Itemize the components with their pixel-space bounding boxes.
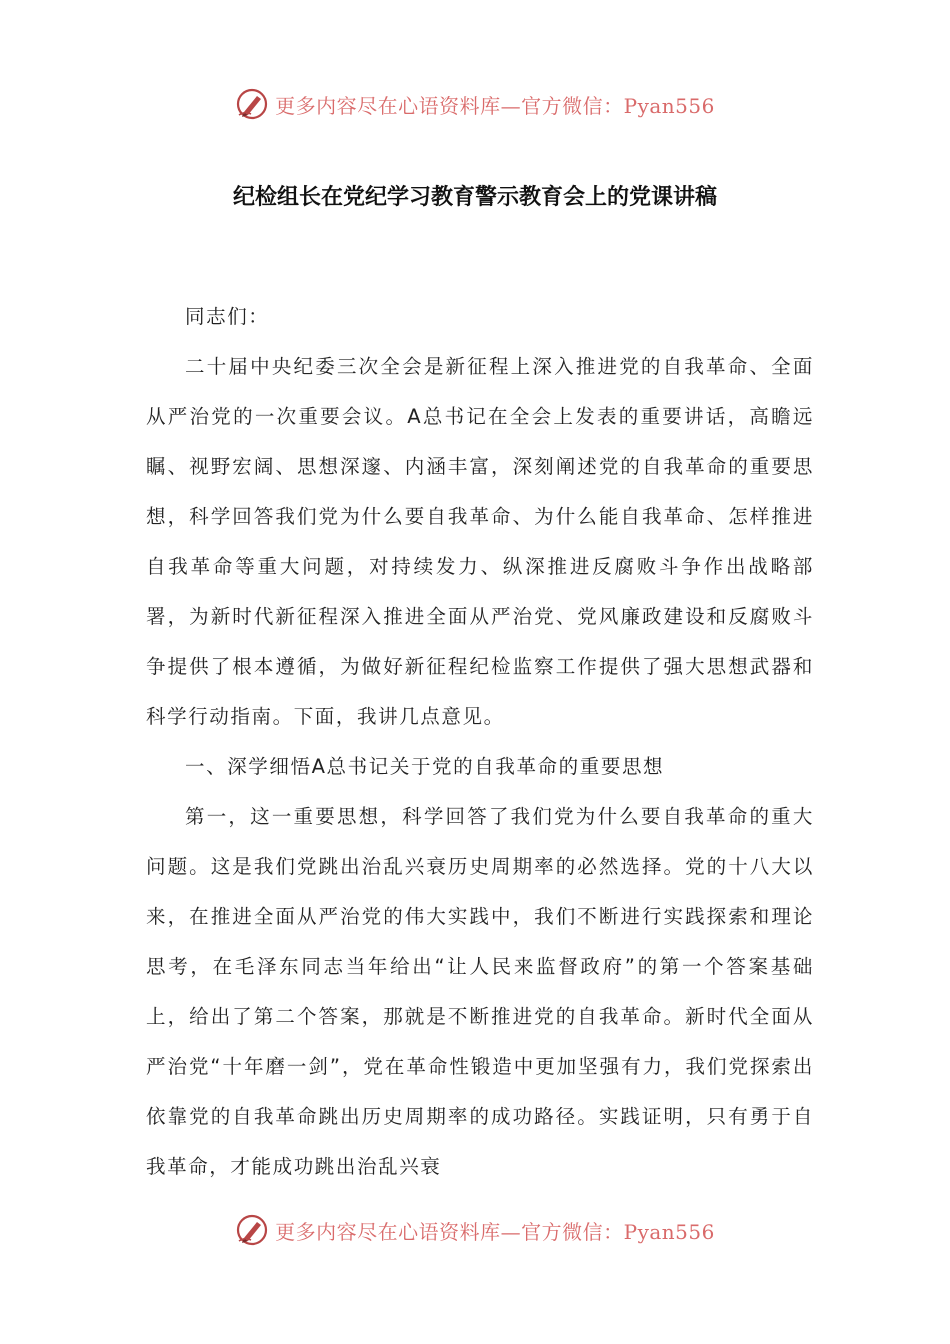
section-heading: 一、深学细悟A总书记关于党的自我革命的重要思想 — [185, 755, 665, 778]
banner-text: 更多内容尽在心语资料库—官方微信：Pyan556 — [275, 93, 715, 118]
banner-text: 更多内容尽在心语资料库—官方微信：Pyan556 — [275, 1219, 715, 1244]
body-paragraph: 二十届中央纪委三次全会是新征程上深入推进党的自我革命、全面从严治党的一次重要会议。A总书记在全会上发表的重要讲话，高瞻远瞩、视野宏阔、思想深邃、内涵丰富，深刻阐述党的自我革命的重要思想，科学回答我们党为什么要自我革命、为什么能自我革命、怎样推进自我革命等重大问题，对持续发力、纵深推进反腐败斗争作出战略部署，为新时代新征程深入推进全面从严治党、党风廉政建设和反腐败斗争提供了根本遵循，为做好新征程纪检监察工作提供了强大思想武器和科学行动指南。下面，我讲几点意见。 — [146, 355, 814, 728]
document-title: 纪检组长在党纪学习教育警示教育会上的党课讲稿 — [232, 185, 717, 210]
document-body — [146, 292, 814, 1192]
header-banner — [0, 84, 950, 124]
body-paragraph: 第一，这一重要思想，科学回答了我们党为什么要自我革命的重大问题。这是我们党跳出治乱兴衰历史周期率的必然选择。党的十八大以来，在推进全面从严治党的伟大实践中，我们不断进行实践探索和理论思考，在毛泽东同志当年给出“让人民来监督政府”的第一个答案基础上，给出了第二个答案，那就是不断推进党的自我革命。新时代全面从严治党“十年磨一剑”，党在革命性锻造中更加坚强有力，我们党探索出依靠党的自我革命跳出历史周期率的成功路径。实践证明，只有勇于自我革命，才能成功跳出治乱兴衰 — [146, 805, 814, 1178]
pen-logo-icon — [235, 1213, 269, 1247]
greeting: 同志们： — [185, 305, 270, 328]
pen-logo-icon — [235, 87, 269, 121]
footer-banner — [0, 1210, 950, 1250]
